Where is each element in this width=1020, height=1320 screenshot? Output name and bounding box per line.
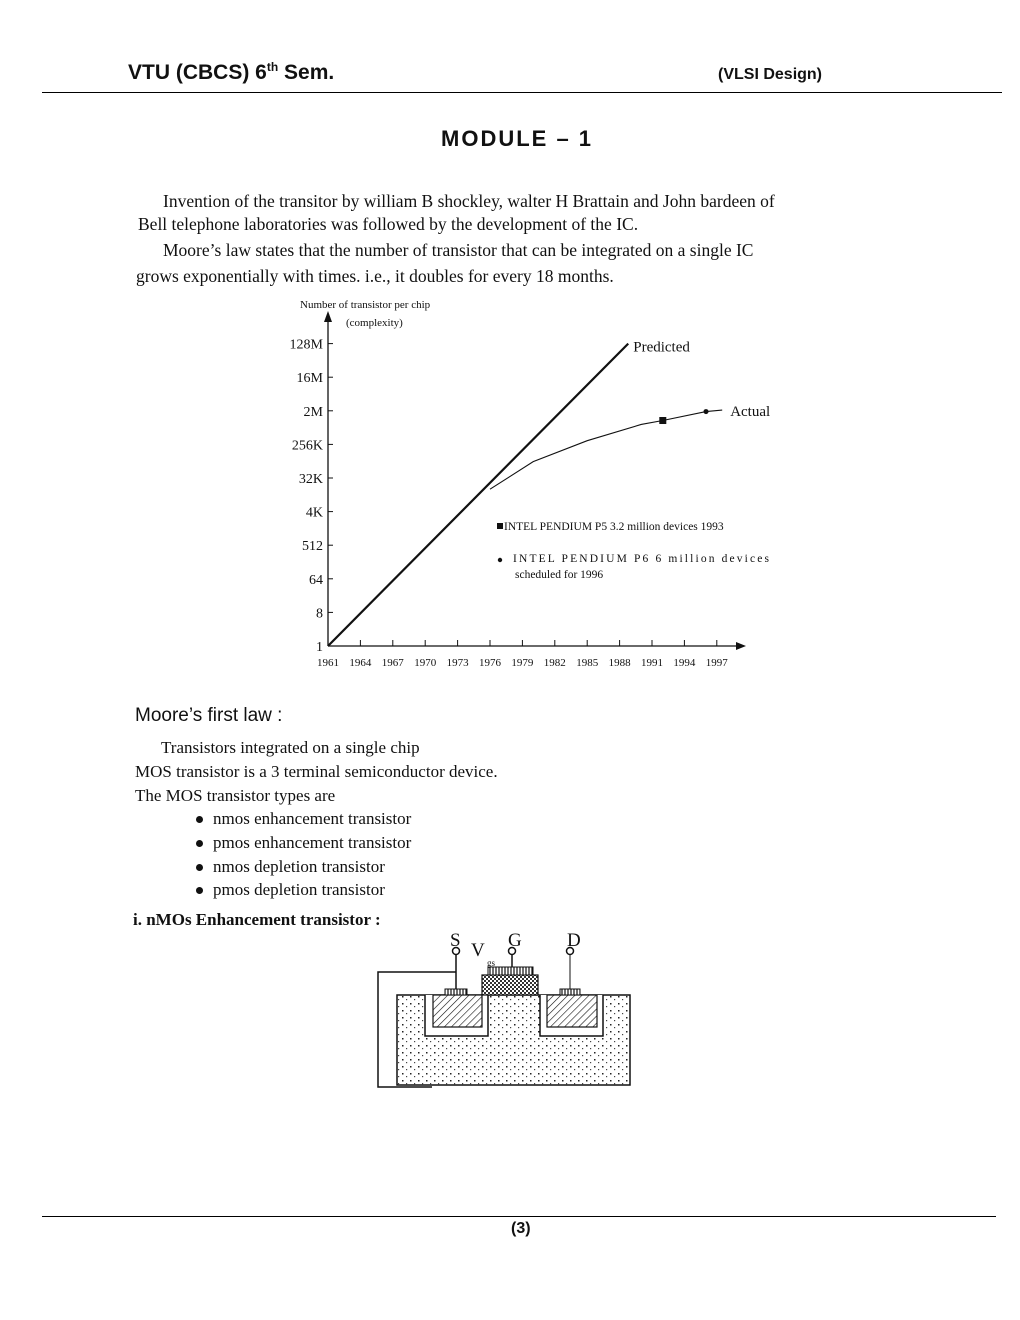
intro-line: Moore’s law states that the number of transistor that can be integrated on a single IC <box>163 240 754 260</box>
x-tick-label: 1997 <box>705 657 728 669</box>
p6-marker-icon <box>704 409 709 414</box>
x-tick-label: 1976 <box>479 657 501 669</box>
x-tick-label: 1991 <box>641 657 663 669</box>
y-tick-label: 4K <box>305 505 323 521</box>
x-tick-label: 1979 <box>511 657 534 669</box>
actual-line <box>490 410 722 489</box>
x-tick-label: 1973 <box>446 657 469 669</box>
predicted-line <box>328 344 628 646</box>
x-tick-label: 1994 <box>673 657 696 669</box>
bullet-item: nmos depletion transistor <box>213 857 385 876</box>
section-heading: Moore’s first law : <box>135 705 283 726</box>
legend-square-icon <box>497 523 503 529</box>
source-label: S <box>450 930 461 951</box>
intro-line: Invention of the transitor by william B shockley, walter H Brattain and John bardeen of <box>163 191 775 211</box>
x-tick-label: 1964 <box>349 657 372 669</box>
x-tick-label: 1970 <box>414 657 437 669</box>
drain-label: D <box>567 930 581 951</box>
x-axis-arrow-icon <box>736 642 746 650</box>
y-tick-label: 32K <box>298 472 323 487</box>
bullet-icon <box>196 864 203 871</box>
y-tick-label: 128M <box>289 337 323 353</box>
subheading: i. nMOs Enhancement transistor : <box>133 910 381 929</box>
section-line: MOS transistor is a 3 terminal semiconductor device. <box>135 762 498 781</box>
bullet-item: pmos enhancement transistor <box>213 833 412 852</box>
source-region <box>433 995 482 1027</box>
bullet-item: pmos depletion transistor <box>213 880 385 899</box>
footer-divider <box>42 1216 996 1217</box>
y-tick-label: 64 <box>309 572 323 588</box>
section-line: Transistors integrated on a single chip <box>161 738 420 757</box>
nmos-diagram <box>0 920 1020 1100</box>
x-tick-label: 1982 <box>543 657 566 669</box>
y-tick-label: 2M <box>303 404 323 420</box>
x-tick-label: 1961 <box>317 657 339 669</box>
actual-label: Actual <box>730 404 771 421</box>
gate-label: G <box>508 930 522 951</box>
section-line: The MOS transistor types are <box>135 786 336 805</box>
gate-contact <box>488 967 533 975</box>
intro-line: Bell telephone laboratories was followed by the development of the IC. <box>138 214 639 234</box>
x-tick-label: 1988 <box>608 657 631 669</box>
bullet-icon <box>196 840 203 847</box>
bullet-item: nmos enhancement transistor <box>213 809 412 828</box>
y-tick-label: 8 <box>316 606 323 622</box>
legend-p6: INTEL PENDIUM P6 6 million devices <box>513 553 769 565</box>
gate-oxide <box>482 975 538 995</box>
page-title: MODULE – 1 <box>441 126 594 151</box>
legend-p6-line2: scheduled for 1996 <box>515 569 604 581</box>
header-course-suffix: Sem. <box>278 61 335 84</box>
drain-region <box>547 995 597 1027</box>
y-axis-label: Number of transistor per chip <box>300 299 431 311</box>
drain-contact <box>560 989 580 995</box>
legend-circle-icon <box>498 558 502 562</box>
y-axis-arrow-icon <box>324 311 332 322</box>
y-tick-label: 1 <box>316 640 323 655</box>
intro-line: grows exponentially with times. i.e., it doubles for every 18 months. <box>136 266 614 286</box>
p5-marker-icon <box>659 417 666 424</box>
y-axis-label-2: (complexity) <box>346 317 403 329</box>
predicted-label: Predicted <box>633 339 690 356</box>
vgs-subscript: gs <box>487 958 496 968</box>
y-tick-label: 16M <box>296 371 323 387</box>
y-tick-label: 512 <box>302 539 323 555</box>
x-tick-label: 1985 <box>576 657 599 669</box>
header-course-text: VTU (CBCS) 6 <box>128 61 267 84</box>
header-sup: th <box>266 60 279 74</box>
bullet-icon <box>196 887 203 894</box>
x-tick-label: 1967 <box>381 657 404 669</box>
vgs-label: V <box>471 940 485 961</box>
source-contact <box>445 989 467 995</box>
legend-p5: INTEL PENDIUM P5 3.2 million devices 1993 <box>504 521 724 533</box>
page-number: (3) <box>511 1220 531 1237</box>
header-subject: (VLSI Design) <box>718 66 823 83</box>
y-tick-label: 256K <box>291 438 323 454</box>
bullet-icon <box>196 816 203 823</box>
